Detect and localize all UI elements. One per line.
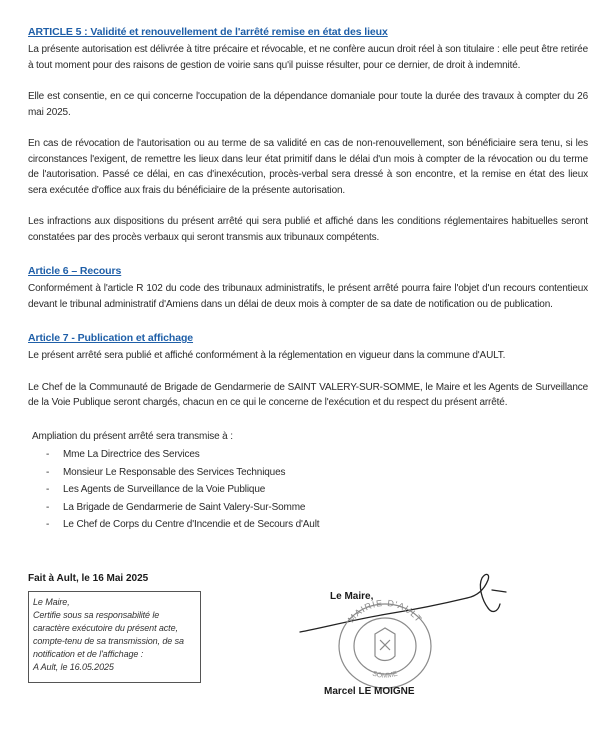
article-5-paragraph-3: En cas de révocation de l'autorisation ou au terme de sa validité en cas de non-renouvellement, son bénéficiaire sera tenu, si les circonstances l'exigent, de remettre les lieux dans leur état primitif dans le délai d'un mois à compter de la révocation ou du terme de l'autorisation. Passé ce délai, en cas d'inexécution, procès-verbal sera dressé à son encontre, et la remise en état des lieux sera exécutée d'office aux frais du bénéficiaire de la présente autorisation.	[28, 138, 588, 196]
article-5-title: ARTICLE 5 : Validité et renouvellement de l'arrêté remise en état des lieux	[28, 26, 388, 38]
article-5-paragraph-2: Elle est consentie, en ce qui concerne l'occupation de la dépendance domaniale pour toute la durée des travaux à compter du 26 mai 2025.	[28, 91, 588, 118]
list-item: - Monsieur Le Responsable des Services Techniques	[46, 466, 286, 478]
certification-line: caractère exécutoire du présent acte,	[33, 623, 178, 633]
mairie-stamp	[330, 594, 440, 690]
list-item: - Mme La Directrice des Services	[46, 449, 200, 460]
recipient-list	[28, 446, 588, 534]
list-item: - La Brigade de Gendarmerie de Saint Valery-Sur-Somme	[46, 501, 306, 513]
certification-box	[28, 591, 201, 683]
list-item: - Les Agents de Surveillance de la Voie Publique	[46, 484, 266, 495]
article-5-paragraph-1: La présente autorisation est délivrée à titre précaire et révocable, et ne confère aucun droit réel à son titulaire : elle peut être retirée à tout moment pour des raisons de gestion de voirie sans qu'il puisse résulter, pour ce dernier, de droit à indemnité.	[28, 44, 588, 71]
article-5-paragraph-4: Les infractions aux dispositions du présent arrêté qui sera publié et affiché dans les conditions réglementaires habituelles seront constatées par des procès verbaux qui seront transmis aux tribunaux compétents.	[28, 216, 588, 243]
certification-line: Certifie sous sa responsabilité le	[33, 610, 160, 620]
stamp-text: MAIRIE D'AULT	[345, 597, 425, 625]
signer-name: Marcel LE MOIGNE	[324, 686, 415, 697]
article-6-paragraph-1: Conformément à l'article R 102 du code des tribunaux administratifs, le présent arrêté pourra faire l'objet d'un recours contentieux devant le tribunal administratif d'Amiens dans un délai de deux mois à compter de sa date de notification ou de publication.	[28, 283, 588, 310]
certification-line: notification et de l'affichage :	[33, 649, 144, 659]
svg-text:MAIRIE D'AULT	[346, 598, 424, 625]
fait-a-ault-date: Fait à Ault, le 16 Mai 2025	[28, 573, 149, 584]
article-7-paragraph-1: Le présent arrêté sera publié et affiché conformément à la réglementation en vigueur dans la commune d'AULT.	[28, 350, 506, 361]
article-7-title: Article 7 - Publication et affichage	[28, 332, 194, 344]
certification-line: compte-tenu de sa transmission, de sa	[33, 636, 184, 646]
certification-line: A Ault, le 16.05.2025	[33, 662, 114, 672]
document-page	[28, 26, 588, 534]
maire-label: Le Maire,	[330, 591, 374, 602]
stamp-bottom-text: SOMME	[371, 670, 399, 680]
ampliation-intro: Ampliation du présent arrêté sera transmise à :	[32, 430, 233, 442]
list-item: - Le Chef de Corps du Centre d'Incendie et de Secours d'Ault	[46, 519, 320, 530]
svg-text:SOMME	[371, 670, 398, 679]
article-6-title: Article 6 – Recours	[28, 265, 122, 277]
article-7-paragraph-2: Le Chef de la Communauté de Brigade de Gendarmerie de SAINT VALERY-SUR-SOMME, le Maire et les Agents de Surveillance de la Voie Publique seront chargés, chacun en ce qui le concerne de l'exécution et du respect du présent arrêté.	[28, 381, 588, 408]
certification-line: Le Maire,	[33, 597, 70, 607]
